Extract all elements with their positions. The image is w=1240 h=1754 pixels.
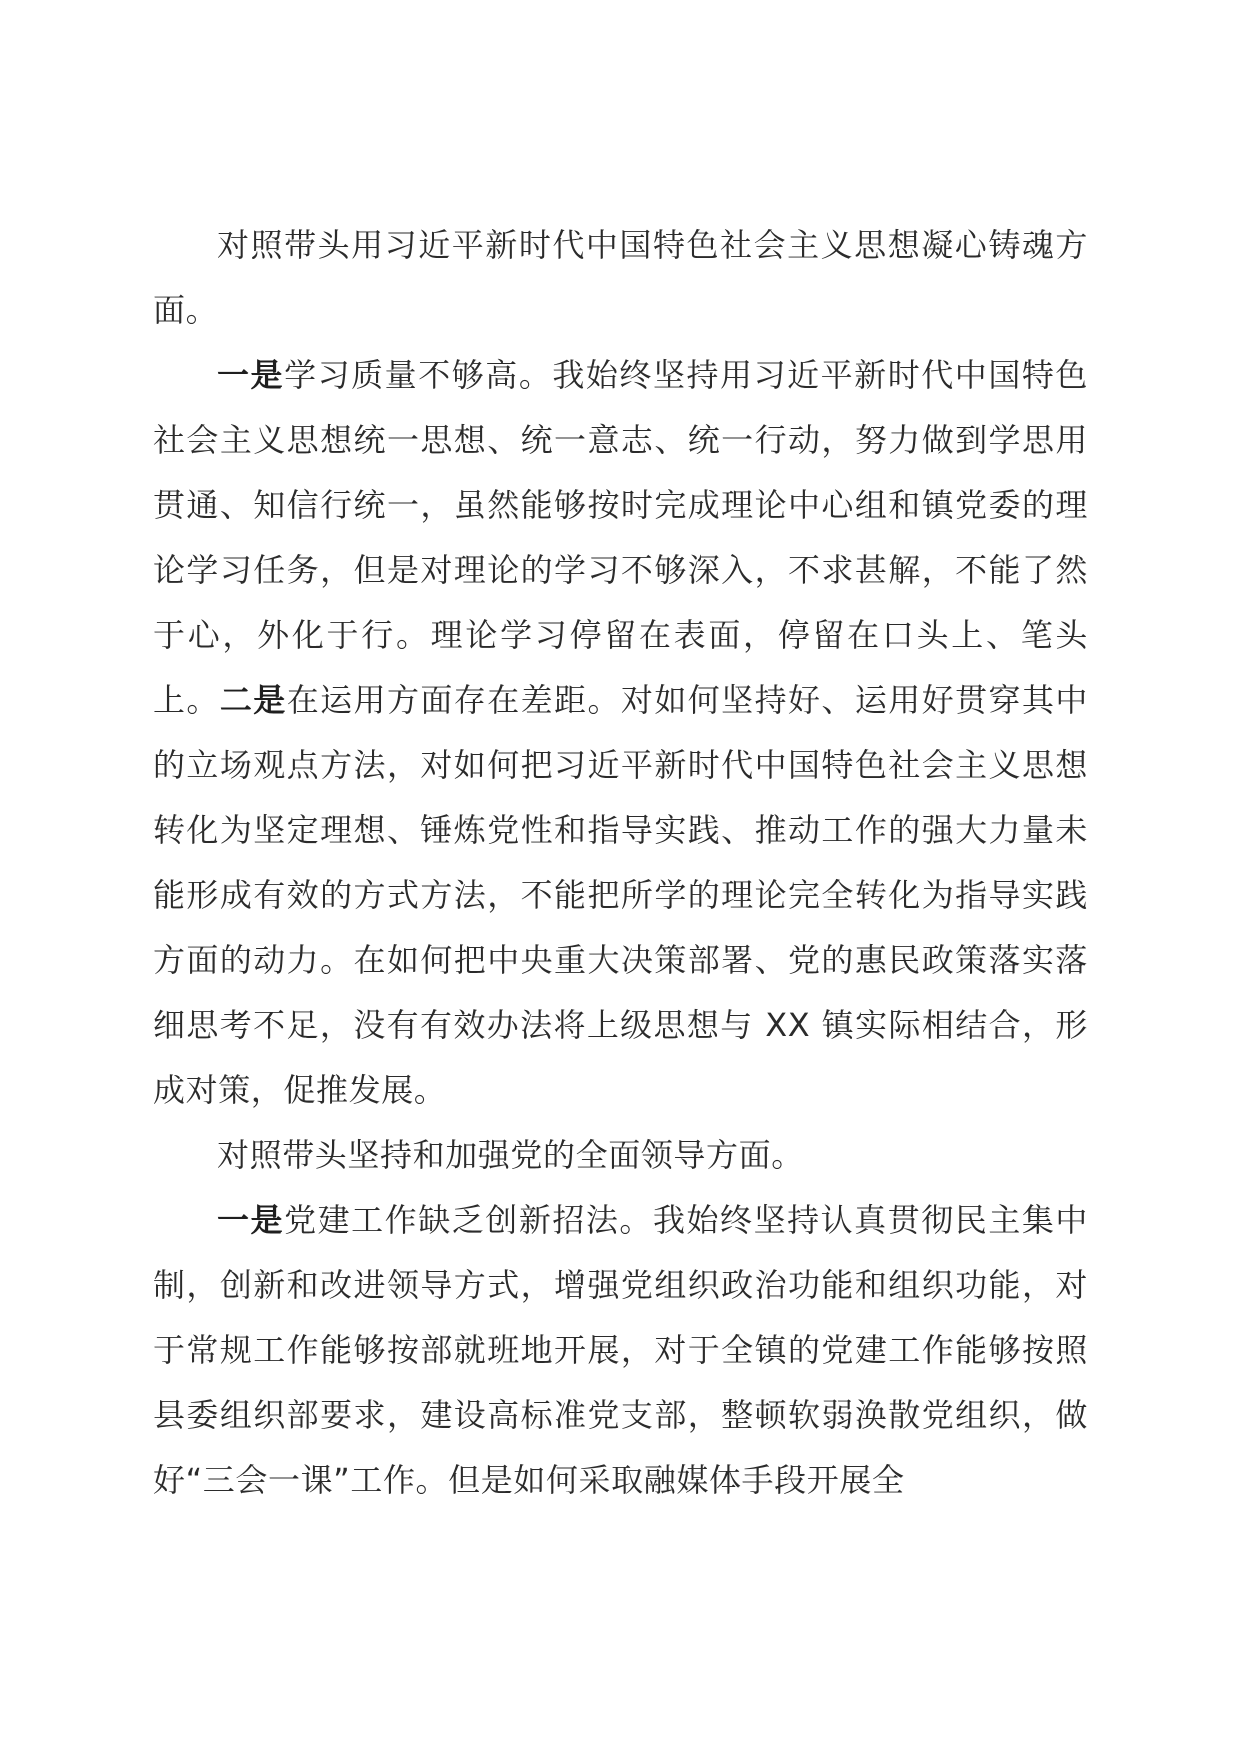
point-one-text: 学习质量不够高。我始终坚持用习近平新时代中国特色社会主义思想统一思想、统一意志、统一行动，努力做到学思用贯通、知信行统一，虽然能够按时完成理论中心组和镇党委的理论学习任务，但是对理论的学习不够深入，不求甚解，不能了然于心，外化于行。理论学习停留在表面，停留在口头上、笔头上。	[153, 356, 1088, 719]
section-heading-2-text: 对照带头坚持和加强党的全面领导方面。	[217, 1136, 804, 1174]
document-body	[153, 213, 1088, 1513]
point-one-label: 一是	[217, 356, 285, 394]
section-heading-1-text: 对照带头用习近平新时代中国特色社会主义思想凝心铸魂方面。	[153, 226, 1088, 329]
paragraph-1	[153, 343, 1088, 1123]
section-heading-2	[153, 1123, 1088, 1188]
paragraph-2	[153, 1188, 1088, 1513]
point-two-label: 二是	[219, 681, 287, 719]
point-two-text: 在运用方面存在差距。对如何坚持好、运用好贯穿其中的立场观点方法，对如何把习近平新时代中国特色社会主义思想转化为坚定理想、锤炼党性和指导实践、推动工作的强大力量未能形成有效的方式方法，不能把所学的理论完全转化为指导实践方面的动力。在如何把中央重大决策部署、党的惠民政策落实落细思考不足，没有有效办法将上级思想与 XX 镇实际相结合，形成对策，促推发展。	[153, 681, 1088, 1109]
point-one-label-2: 一是	[217, 1201, 285, 1239]
section-heading-1	[153, 213, 1088, 343]
point-one-text-2: 党建工作缺乏创新招法。我始终坚持认真贯彻民主集中制，创新和改进领导方式，增强党组织政治功能和组织功能，对于常规工作能够按部就班地开展，对于全镇的党建工作能够按照县委组织部要求，建设高标准党支部，整顿软弱涣散党组织，做好“三会一课”工作。但是如何采取融媒体手段开展全	[153, 1201, 1088, 1499]
